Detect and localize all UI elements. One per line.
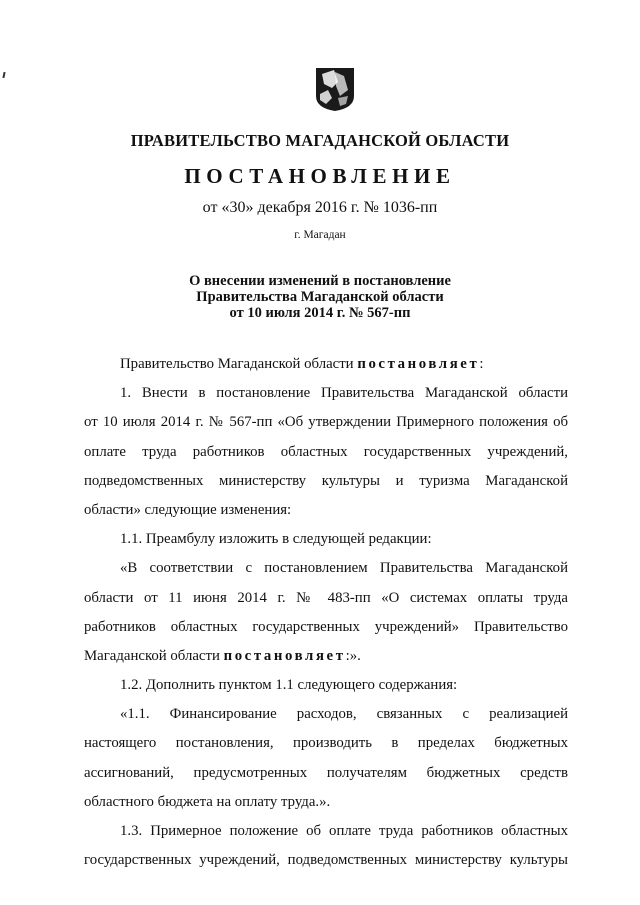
document-body	[84, 350, 568, 875]
title-line: О внесении изменений в постановление	[189, 273, 451, 289]
intro-line: Правительство Магаданской области постановляет:	[120, 356, 484, 372]
title-line: Правительства Магаданской области	[196, 289, 444, 305]
paragraph-1-line: области» следующие изменения:	[84, 501, 292, 518]
paragraph-1-line: 1. Внести в постановление Правительства Магаданской области	[120, 385, 568, 402]
decree-word: постановляет	[357, 356, 480, 372]
quote-2-line: ассигнований, предусмотренных получателям бюджетных средств	[84, 764, 568, 781]
quote-1-line: «В соответствии с постановлением Правительства Магаданской	[120, 560, 568, 577]
title-line: от 10 июля 2014 г. № 567-пп	[229, 305, 411, 321]
quote-2-line: областного бюджета на оплату труда.».	[84, 793, 331, 810]
decree-word: постановляет	[223, 647, 346, 664]
paragraph-1-line: подведомственных министерству культуры и туризма Магаданской	[84, 472, 568, 489]
quote-1-line: Магаданской области постановляет:».	[84, 647, 361, 664]
document-date-number: от «30» декабря 2016 г. № 1036-пп	[202, 199, 438, 216]
coat-of-arms-icon	[314, 66, 356, 112]
quote-1-line: работников областных государственных учреждений» Правительство	[84, 618, 568, 635]
scan-artifact	[2, 72, 5, 78]
paragraph-1-3-line: государственных учреждений, подведомственных министерству культуры	[84, 852, 568, 869]
government-name: ПРАВИТЕЛЬСТВО МАГАДАНСКОЙ ОБЛАСТИ	[130, 131, 510, 150]
quote-2-line: «1.1. Финансирование расходов, связанных с реализацией	[120, 706, 568, 723]
paragraph-1-line: от 10 июля 2014 г. № 567-пп «Об утверждении Примерного положения об	[84, 414, 568, 431]
quote-1-line: области от 11 июня 2014 г. № 483-пп «О системах оплаты труда	[84, 589, 568, 606]
paragraph-1-3-line: 1.3. Примерное положение об оплате труда работников областных	[120, 823, 568, 839]
paragraph-1-1: 1.1. Преамбулу изложить в следующей редакции:	[120, 531, 432, 548]
document-city: г. Магадан	[294, 229, 346, 241]
paragraph-1-line: оплате труда работников областных государственных учреждений,	[84, 443, 568, 460]
document-title	[0, 273, 640, 321]
quote-2-line: настоящего постановления, производить в пределах бюджетных	[84, 735, 568, 752]
document-type: ПОСТАНОВЛЕНИЕ	[184, 164, 456, 188]
paragraph-1-2: 1.2. Дополнить пунктом 1.1 следующего содержания:	[120, 677, 458, 694]
